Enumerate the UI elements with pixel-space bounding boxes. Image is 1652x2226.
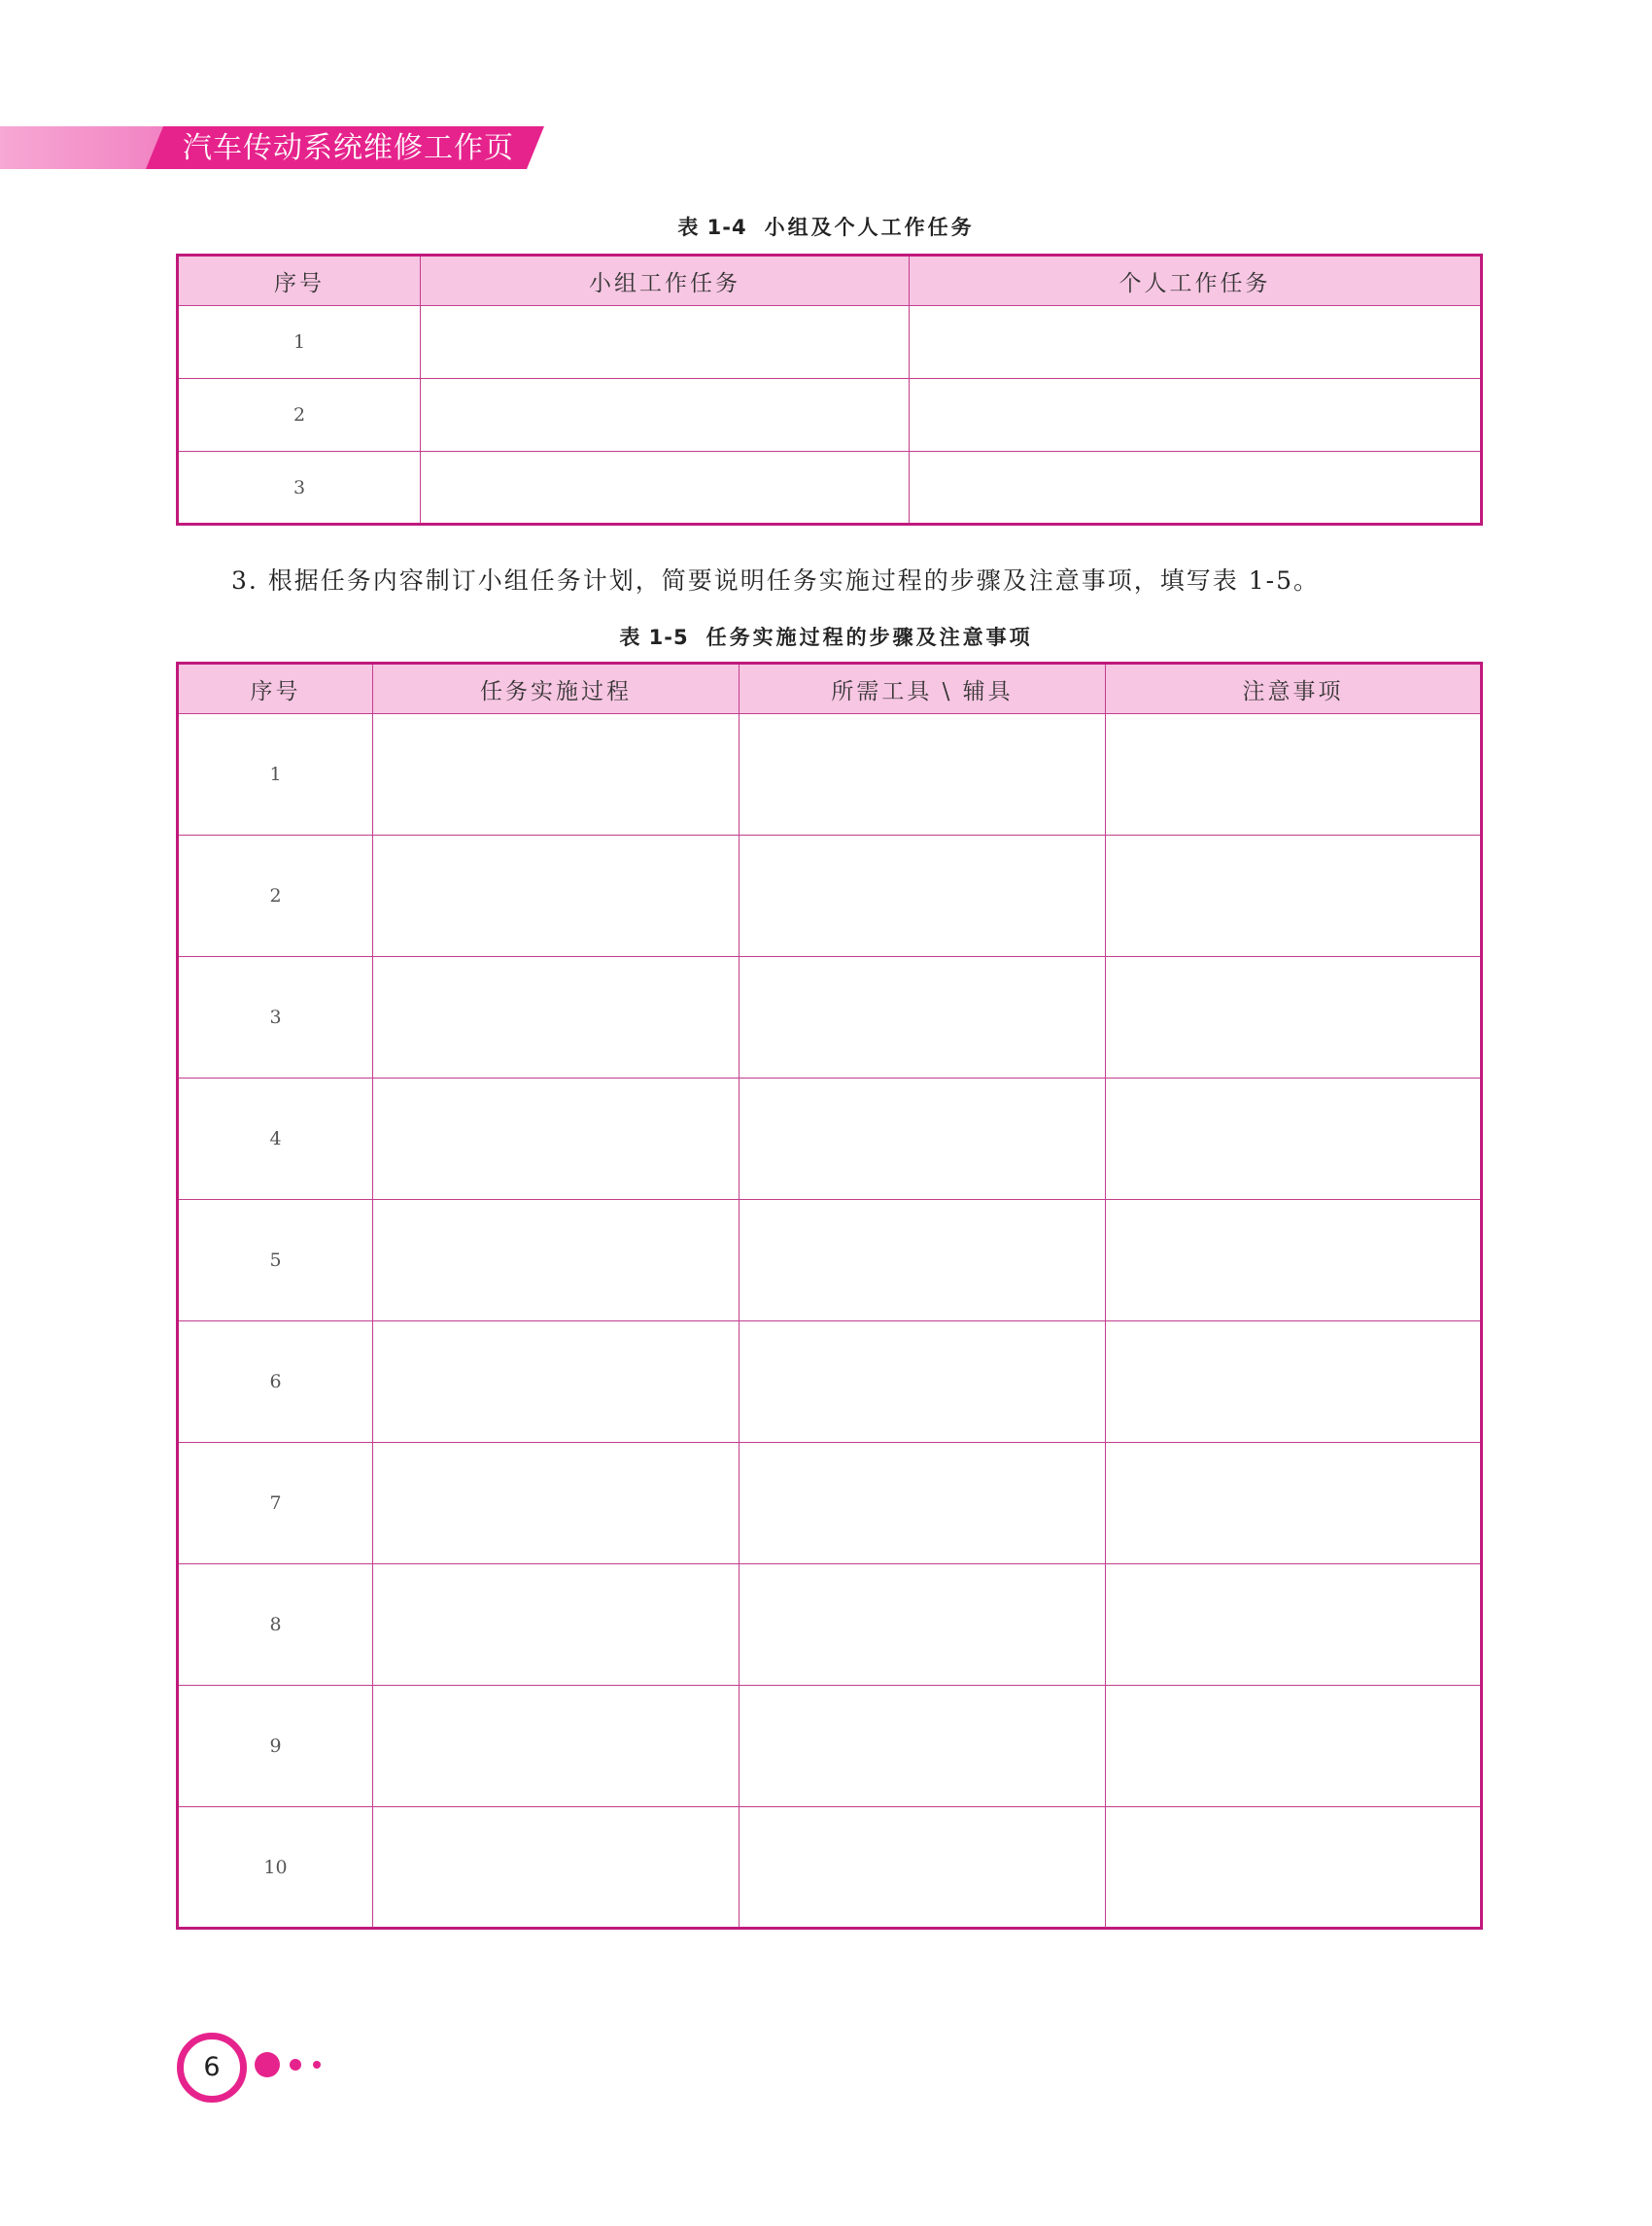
table-1-4-number: 表 1-4 (677, 216, 747, 239)
instruction-paragraph: 3. 根据任务内容制订小组任务计划，简要说明任务实施过程的步骤及注意事项，填写表 1-5。 (231, 566, 1321, 595)
table-1-4-title: 小组及个人工作任务 (764, 216, 975, 239)
group-task-cell[interactable] (421, 452, 910, 525)
row-index: 1 (178, 306, 421, 379)
personal-task-cell[interactable] (910, 379, 1482, 452)
table-row (178, 1443, 1482, 1564)
process-cell[interactable] (373, 1079, 740, 1200)
page-number-badge (177, 2033, 247, 2103)
table-row (178, 306, 1482, 379)
process-cell[interactable] (373, 1321, 740, 1443)
row-index: 7 (178, 1443, 373, 1564)
group-task-table (176, 254, 1483, 526)
process-cell[interactable] (373, 1564, 740, 1686)
column-header-group-task: 小组工作任务 (421, 256, 910, 306)
table-1-4-caption (0, 212, 1652, 241)
row-index: 8 (178, 1564, 373, 1686)
tools-cell[interactable] (740, 1807, 1106, 1929)
row-index: 2 (178, 836, 373, 957)
footer-dot-large (255, 2052, 280, 2077)
personal-task-cell[interactable] (910, 306, 1482, 379)
notes-cell[interactable] (1106, 957, 1482, 1079)
table-header-row (178, 664, 1482, 714)
group-task-cell[interactable] (421, 306, 910, 379)
tools-cell[interactable] (740, 836, 1106, 957)
process-cell[interactable] (373, 1443, 740, 1564)
process-cell[interactable] (373, 1686, 740, 1807)
tools-cell[interactable] (740, 1564, 1106, 1686)
task-steps-table (176, 662, 1483, 1930)
tools-cell[interactable] (740, 714, 1106, 836)
process-cell[interactable] (373, 1807, 740, 1929)
page-number: 6 (203, 2052, 221, 2082)
column-header-process: 任务实施过程 (373, 664, 740, 714)
table-row (178, 1807, 1482, 1929)
row-index: 4 (178, 1079, 373, 1200)
process-cell[interactable] (373, 714, 740, 836)
notes-cell[interactable] (1106, 1200, 1482, 1321)
table-header-row (178, 256, 1482, 306)
notes-cell[interactable] (1106, 1686, 1482, 1807)
row-index: 3 (178, 452, 421, 525)
column-header-notes: 注意事项 (1106, 664, 1482, 714)
table-row (178, 1200, 1482, 1321)
tools-cell[interactable] (740, 957, 1106, 1079)
table-1-5-number: 表 1-5 (619, 626, 689, 649)
table-row (178, 1079, 1482, 1200)
personal-task-cell[interactable] (910, 452, 1482, 525)
row-index: 9 (178, 1686, 373, 1807)
notes-cell[interactable] (1106, 1443, 1482, 1564)
row-index: 2 (178, 379, 421, 452)
table-row (178, 452, 1482, 525)
tools-cell[interactable] (740, 1321, 1106, 1443)
row-index: 1 (178, 714, 373, 836)
table-row (178, 1564, 1482, 1686)
process-cell[interactable] (373, 1200, 740, 1321)
table-row (178, 1321, 1482, 1443)
table-1-5-title: 任务实施过程的步骤及注意事项 (706, 626, 1033, 649)
row-index: 3 (178, 957, 373, 1079)
tools-cell[interactable] (740, 1443, 1106, 1564)
row-index: 10 (178, 1807, 373, 1929)
notes-cell[interactable] (1106, 714, 1482, 836)
notes-cell[interactable] (1106, 1807, 1482, 1929)
footer-dot-small (313, 2061, 321, 2069)
column-header-tools: 所需工具 \ 辅具 (740, 664, 1106, 714)
notes-cell[interactable] (1106, 1079, 1482, 1200)
table-row (178, 1686, 1482, 1807)
tools-cell[interactable] (740, 1079, 1106, 1200)
column-header-index: 序号 (178, 256, 421, 306)
process-cell[interactable] (373, 836, 740, 957)
tools-cell[interactable] (740, 1686, 1106, 1807)
notes-cell[interactable] (1106, 836, 1482, 957)
table-row (178, 379, 1482, 452)
tools-cell[interactable] (740, 1200, 1106, 1321)
column-header-personal-task: 个人工作任务 (910, 256, 1482, 306)
notes-cell[interactable] (1106, 1321, 1482, 1443)
footer-dot-medium (290, 2059, 301, 2071)
group-task-cell[interactable] (421, 379, 910, 452)
page-header-title: 汽车传动系统维修工作页 (183, 131, 514, 165)
notes-cell[interactable] (1106, 1564, 1482, 1686)
row-index: 6 (178, 1321, 373, 1443)
column-header-index: 序号 (178, 664, 373, 714)
process-cell[interactable] (373, 957, 740, 1079)
table-row (178, 714, 1482, 836)
table-1-5-caption (0, 622, 1652, 651)
row-index: 5 (178, 1200, 373, 1321)
table-row (178, 836, 1482, 957)
table-row (178, 957, 1482, 1079)
